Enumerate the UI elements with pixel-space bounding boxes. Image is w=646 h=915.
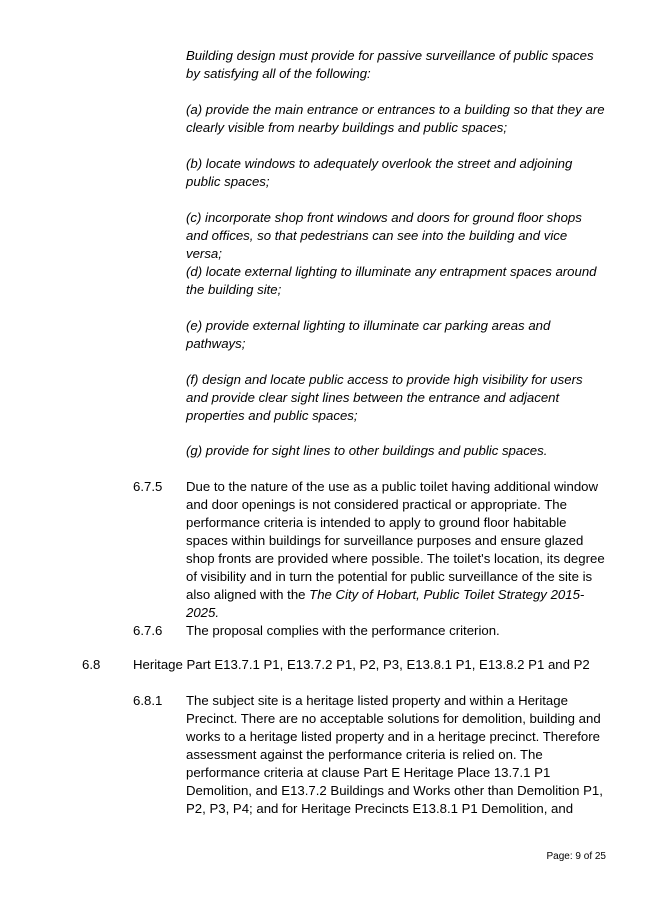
page-number: Page: 9 of 25: [546, 851, 606, 862]
criteria-intro: Building design must provide for passive surveillance of public spaces by satisfying all of the following:: [186, 48, 594, 81]
section-number-6-8-1: 6.8.1: [133, 693, 163, 708]
strategy-reference: The City of Hobart, Public Toilet Strategy 2015-2025.: [186, 587, 585, 620]
criteria-item-e: (e) provide external lighting to illuminate car parking areas and pathways;: [186, 318, 551, 351]
criteria-item-a: (a) provide the main entrance or entrances to a building so that they are clearly visible from nearby buildings and public spaces;: [186, 102, 605, 135]
criteria-item-g: (g) provide for sight lines to other buildings and public spaces.: [186, 443, 548, 458]
criteria-item-f: (f) design and locate public access to provide high visibility for users and provide clear sight lines between the entrance and adjacent properties and public spaces;: [186, 372, 583, 423]
section-6-8-1-text: The subject site is a heritage listed property and within a Heritage Precinct. There are no acceptable solutions for demolition, building and works to a heritage listed property and in a heritage precinct. Therefore assessment against the performance criteria is relied on. The performance criteria at clause Part E Heritage Place 13.7.1 P1 Demolition, and E13.7.2 Buildings and Works other than Demolition P1, P2, P3, P4; and for Heritage Precincts E13.8.1 P1 Demolition, and: [186, 693, 603, 816]
section-6-7-5-text: [186, 478, 606, 622]
section-6-7-5-body: Due to the nature of the use as a public toilet having additional window and door openings is not considered practical or appropriate. The performance criteria is intended to apply to ground floor habitable spaces within buildings for surveillance purposes and ensure glazed shop fronts are provided where possible. The toilet's location, its degree of visibility and in turn the potential for public surveillance of the site is also aligned with the: [186, 479, 605, 602]
section-6-8-heading: Heritage Part E13.7.1 P1, E13.7.2 P1, P2, P3, E13.8.1 P1, E13.8.2 P1 and P2: [133, 657, 590, 672]
section-6-7-6-text: The proposal complies with the performance criterion.: [186, 623, 500, 638]
section-number-6-7-6: 6.7.6: [133, 623, 163, 638]
section-number-6-7-5: 6.7.5: [133, 479, 163, 494]
criteria-item-c: (c) incorporate shop front windows and doors for ground floor shops and offices, so that pedestrians can see into the building and vice versa;: [186, 210, 582, 261]
criteria-item-b: (b) locate windows to adequately overlook the street and adjoining public spaces;: [186, 156, 573, 189]
criteria-item-d: (d) locate external lighting to illuminate any entrapment spaces around the building site;: [186, 264, 597, 297]
section-number-6-8: 6.8: [82, 657, 101, 672]
